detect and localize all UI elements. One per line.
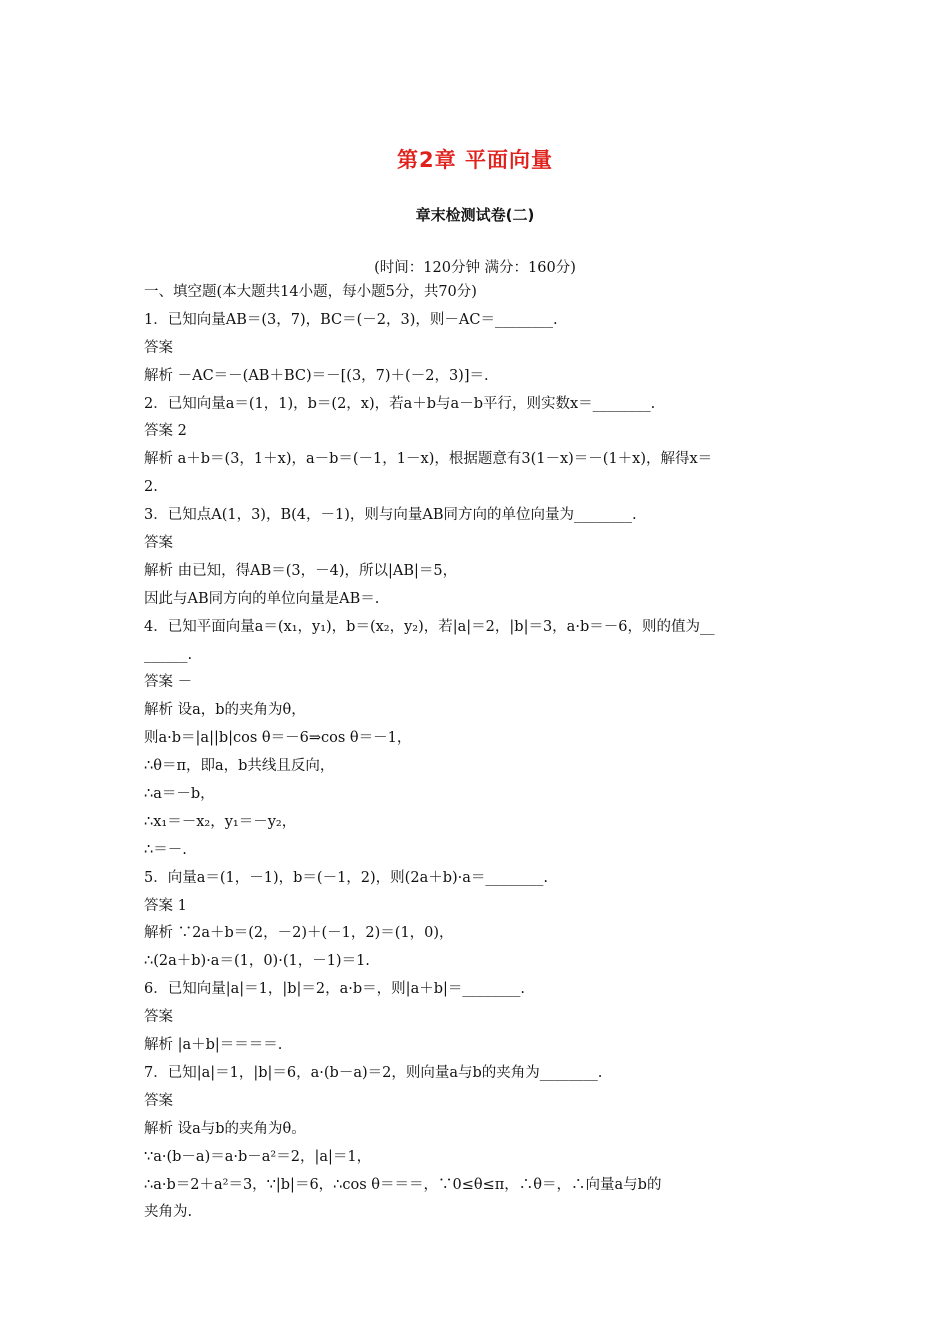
analysis-3-cont: 因此与AB同方向的单位向量是AB＝.: [144, 590, 380, 607]
time-info: (时间：120分钟 满分：160分): [374, 260, 576, 276]
answer-5: 答案 1: [144, 897, 187, 914]
analysis-4: 解析 设a，b的夹角为θ，: [144, 702, 306, 719]
analysis-7-step2: ∴a·b＝2＋a²＝3，∵|b|＝6，∴cos θ＝＝＝，∵0≤θ≤π，∴θ＝，∴向量a与b的: [144, 1176, 662, 1193]
chapter-title: 第2章 平面向量: [397, 148, 553, 172]
analysis-7-step3: 夹角为.: [144, 1204, 193, 1221]
answer-2: 答案 2: [144, 423, 187, 440]
question-2: 2．已知向量a＝(1，1)，b＝(2，x)，若a＋b与a－b平行，则实数x＝________.: [144, 395, 656, 412]
question-4-cont: ______.: [144, 646, 193, 663]
analysis-3: 解析 由已知，得AB＝(3，－4)，所以|AB|＝5，: [144, 562, 458, 579]
analysis-4-step3: ∴a＝－b，: [144, 786, 215, 803]
answer-4: 答案 －: [144, 674, 193, 691]
question-5: 5．向量a＝(1，－1)，b＝(－1，2)，则(2a＋b)·a＝________.: [144, 869, 549, 886]
analysis-7: 解析 设a与b的夹角为θ。: [144, 1120, 306, 1137]
section-heading: 一、填空题(本大题共14小题，每小题5分，共70分): [144, 284, 477, 300]
question-1: 1．已知向量AB＝(3，7)，BC＝(－2，3)，则－AC＝________.: [144, 311, 558, 328]
answer-6: 答案: [144, 1009, 173, 1026]
analysis-4-step4: ∴x₁＝－x₂，y₁＝－y₂，: [144, 813, 297, 830]
analysis-2: 解析 a＋b＝(3，1＋x)，a－b＝(－1，1－x)，根据题意有3(1－x)＝－(1＋x)，解得x＝: [144, 451, 713, 468]
question-3: 3．已知点A(1，3)，B(4，－1)，则与向量AB同方向的单位向量为________.: [144, 507, 637, 524]
analysis-6: 解析 |a＋b|＝＝＝＝.: [144, 1037, 283, 1054]
analysis-2-cont: 2.: [144, 479, 158, 496]
analysis-5: 解析 ∵2a＋b＝(2，－2)＋(－1，2)＝(1，0)，: [144, 925, 454, 942]
answer-3: 答案: [144, 535, 173, 552]
question-6: 6．已知向量|a|＝1，|b|＝2，a·b＝，则|a＋b|＝________.: [144, 981, 525, 998]
analysis-7-step1: ∵a·(b－a)＝a·b－a²＝2，|a|＝1，: [144, 1148, 372, 1165]
analysis-4-step1: 则a·b＝|a||b|cos θ＝－6⇒cos θ＝－1，: [144, 730, 412, 747]
document-body: [144, 279, 808, 1227]
question-4: 4．已知平面向量a＝(x₁，y₁)，b＝(x₂，y₂)，若|a|＝2，|b|＝3，a·b＝－6，则的值为__: [144, 618, 715, 635]
answer-7: 答案: [144, 1092, 173, 1109]
analysis-4-step5: ∴＝－.: [144, 841, 187, 858]
question-7: 7．已知|a|＝1，|b|＝6，a·(b－a)＝2，则向量a与b的夹角为________.: [144, 1064, 603, 1081]
test-title: 章末检测试卷(二): [415, 206, 535, 224]
analysis-5-cont: ∴(2a＋b)·a＝(1，0)·(1，－1)＝1.: [144, 953, 370, 970]
analysis-1: 解析 －AC＝－(AB＋BC)＝－[(3，7)＋(－2，3)]＝.: [144, 367, 489, 384]
analysis-4-step2: ∴θ＝π，即a，b共线且反向，: [144, 758, 335, 775]
answer-1: 答案: [144, 339, 173, 356]
